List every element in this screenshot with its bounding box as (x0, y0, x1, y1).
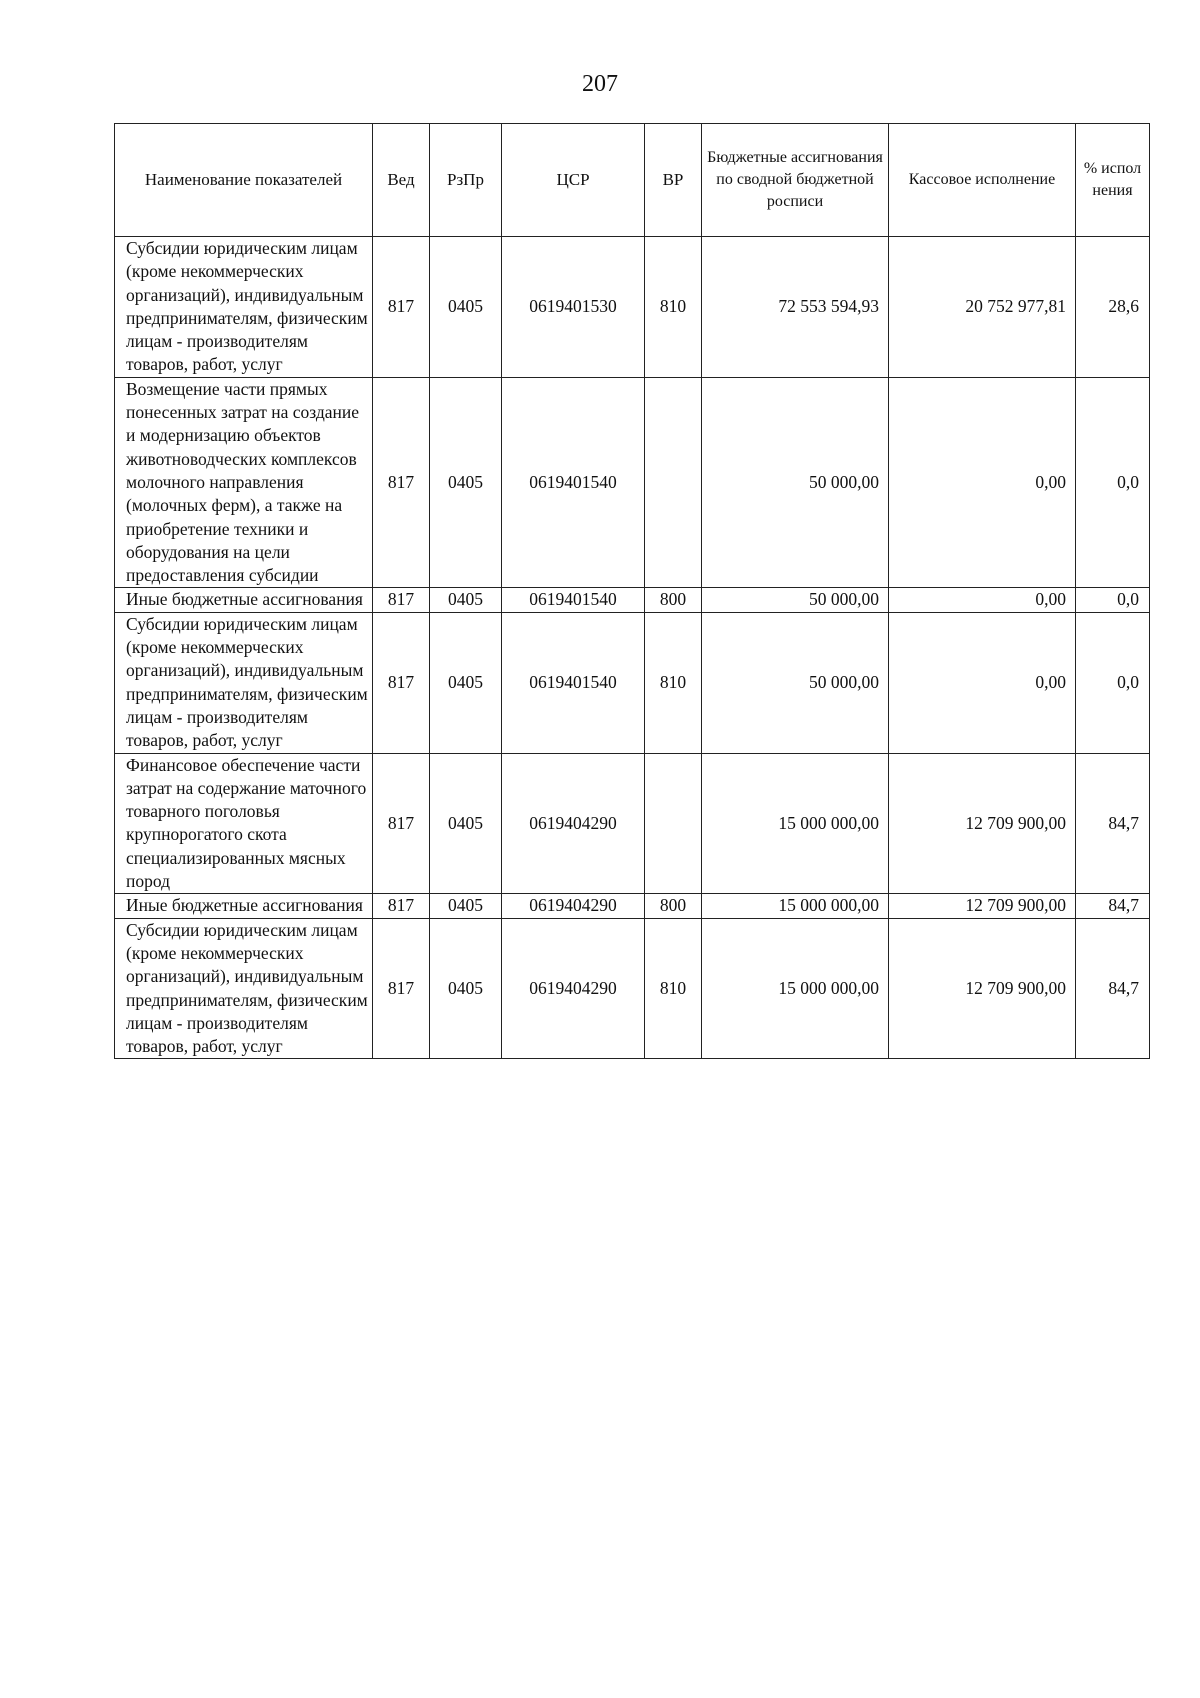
row-cash: 12 709 900,00 (889, 894, 1076, 918)
page-number: 207 (582, 71, 618, 97)
row-rzpr: 0405 (430, 894, 502, 918)
row-csr: 0619404290 (502, 918, 645, 1059)
row-name: Возмещение части прямых понесенных затрат на создание и модернизацию объектов животноводческих комплексов молочного направления (молочных ферм), а также на приобретение техники и оборудования на цели предоставления субсидии (115, 377, 373, 588)
table-row (115, 918, 1150, 1059)
row-budget: 50 000,00 (702, 612, 889, 753)
row-percent: 84,7 (1076, 918, 1150, 1059)
row-percent: 0,0 (1076, 588, 1150, 612)
row-rzpr: 0405 (430, 377, 502, 588)
row-vr: 800 (645, 894, 702, 918)
row-percent: 84,7 (1076, 894, 1150, 918)
row-ved: 817 (373, 753, 430, 894)
row-percent: 28,6 (1076, 237, 1150, 378)
row-cash: 0,00 (889, 377, 1076, 588)
row-vr: 810 (645, 237, 702, 378)
header-percent: % испол нения (1076, 124, 1150, 237)
row-ved: 817 (373, 612, 430, 753)
row-name: Иные бюджетные ассигнования (115, 894, 373, 918)
row-rzpr: 0405 (430, 918, 502, 1059)
row-budget: 50 000,00 (702, 588, 889, 612)
row-csr: 0619401540 (502, 612, 645, 753)
row-ved: 817 (373, 894, 430, 918)
row-vr: 810 (645, 918, 702, 1059)
row-rzpr: 0405 (430, 612, 502, 753)
header-vr: ВР (645, 124, 702, 237)
row-budget: 50 000,00 (702, 377, 889, 588)
row-cash: 0,00 (889, 612, 1076, 753)
row-csr: 0619404290 (502, 753, 645, 894)
row-cash: 12 709 900,00 (889, 753, 1076, 894)
row-name: Иные бюджетные ассигнования (115, 588, 373, 612)
row-percent: 84,7 (1076, 753, 1150, 894)
row-vr: 800 (645, 588, 702, 612)
header-rzpr: РзПр (430, 124, 502, 237)
row-vr (645, 377, 702, 588)
header-ved: Вед (373, 124, 430, 237)
row-ved: 817 (373, 918, 430, 1059)
row-csr: 0619401540 (502, 377, 645, 588)
header-budget: Бюджетные ассигнования по сводной бюджетной росписи (702, 124, 889, 237)
header-csr: ЦСР (502, 124, 645, 237)
row-csr: 0619401540 (502, 588, 645, 612)
row-rzpr: 0405 (430, 753, 502, 894)
row-cash: 20 752 977,81 (889, 237, 1076, 378)
table-row (115, 377, 1150, 588)
table-row (115, 612, 1150, 753)
row-budget: 15 000 000,00 (702, 753, 889, 894)
row-name: Субсидии юридическим лицам (кроме некоммерческих организаций), индивидуальным предпринимателям, физическим лицам - производителям товаров, работ, услуг (115, 612, 373, 753)
row-percent: 0,0 (1076, 377, 1150, 588)
row-budget: 15 000 000,00 (702, 918, 889, 1059)
row-ved: 817 (373, 588, 430, 612)
table-header-row (115, 124, 1150, 237)
row-rzpr: 0405 (430, 588, 502, 612)
table-row (115, 894, 1150, 918)
row-csr: 0619401530 (502, 237, 645, 378)
row-ved: 817 (373, 377, 430, 588)
row-vr (645, 753, 702, 894)
budget-execution-table (114, 123, 1150, 1059)
row-name: Субсидии юридическим лицам (кроме некоммерческих организаций), индивидуальным предпринимателям, физическим лицам - производителям товаров, работ, услуг (115, 237, 373, 378)
row-csr: 0619404290 (502, 894, 645, 918)
row-cash: 0,00 (889, 588, 1076, 612)
row-budget: 72 553 594,93 (702, 237, 889, 378)
header-name: Наименование показателей (115, 124, 373, 237)
row-ved: 817 (373, 237, 430, 378)
row-percent: 0,0 (1076, 612, 1150, 753)
table-row (115, 588, 1150, 612)
row-budget: 15 000 000,00 (702, 894, 889, 918)
row-vr: 810 (645, 612, 702, 753)
table-row (115, 753, 1150, 894)
header-cash: Кассовое исполнение (889, 124, 1076, 237)
row-rzpr: 0405 (430, 237, 502, 378)
row-cash: 12 709 900,00 (889, 918, 1076, 1059)
row-name: Финансовое обеспечение части затрат на содержание маточного товарного поголовья крупнорогатого скота специализированных мясных пород (115, 753, 373, 894)
row-name: Субсидии юридическим лицам (кроме некоммерческих организаций), индивидуальным предпринимателям, физическим лицам - производителям товаров, работ, услуг (115, 918, 373, 1059)
table-row (115, 237, 1150, 378)
